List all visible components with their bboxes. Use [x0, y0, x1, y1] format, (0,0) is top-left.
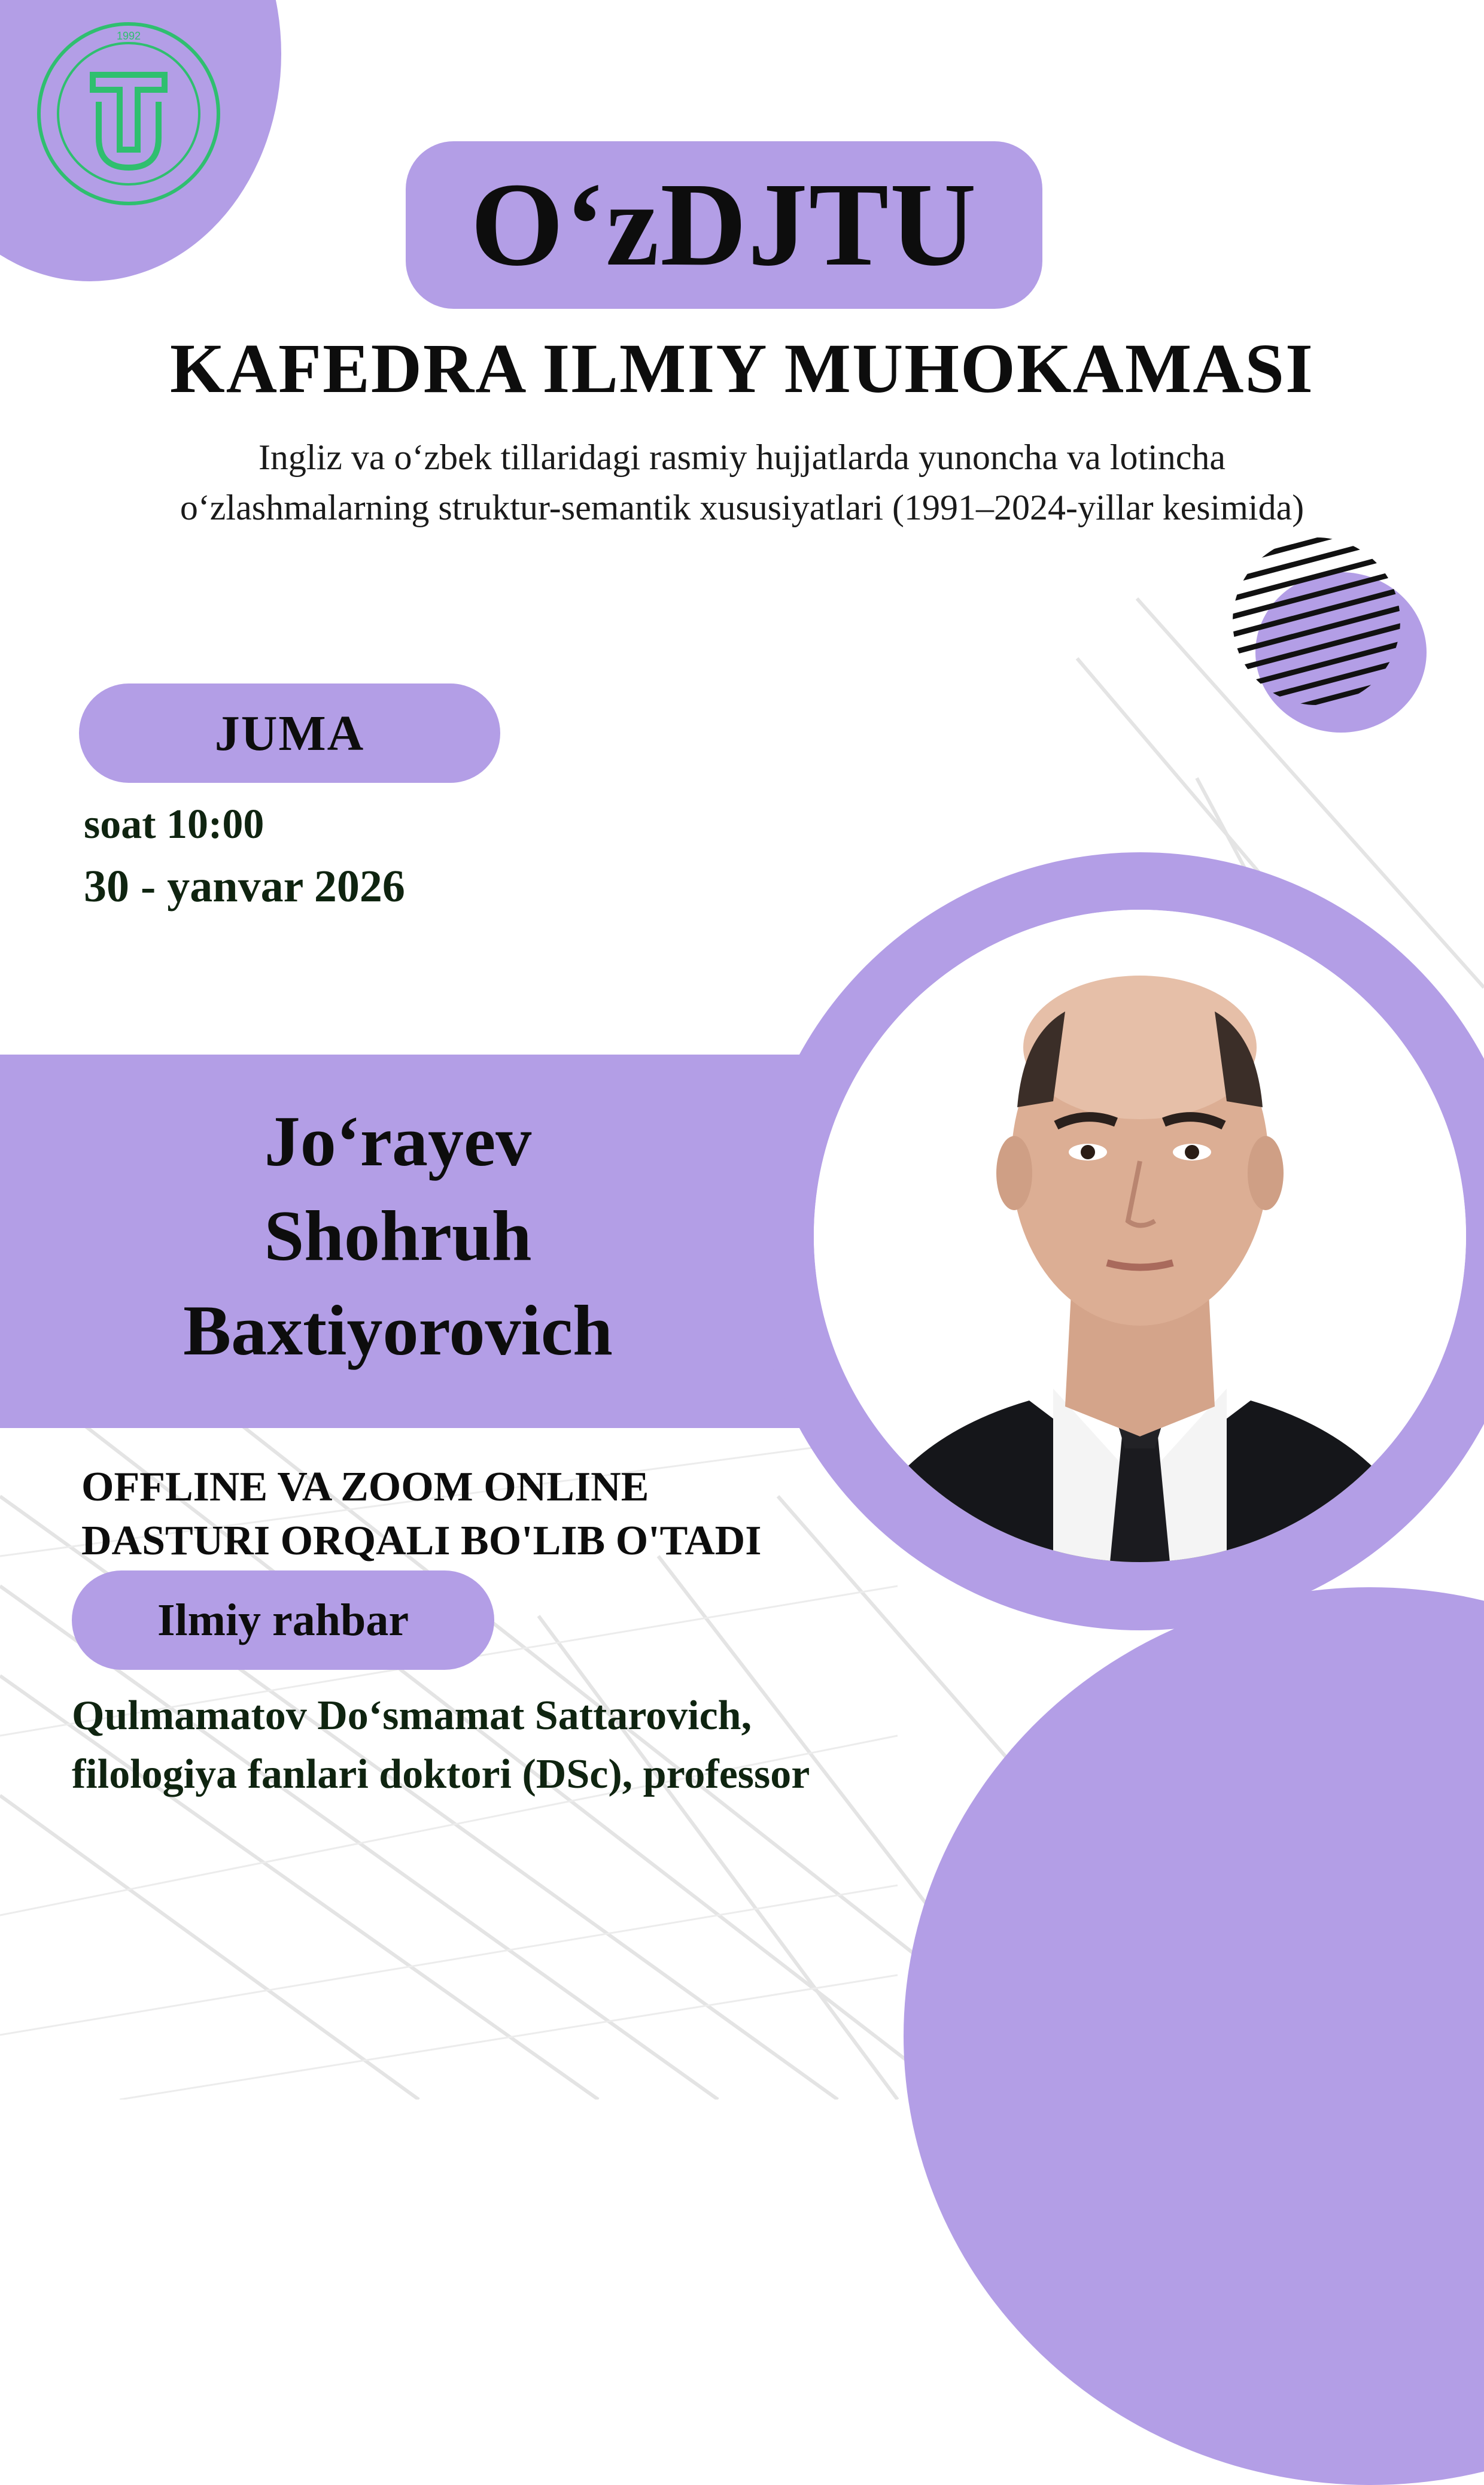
stripe-decoration: [1227, 531, 1406, 711]
research-topic-line-1: Ingliz va o‘zbek tillaridagi rasmiy hujjatlarda yunoncha va lotincha: [258, 438, 1226, 477]
speaker-photo: [814, 910, 1466, 1562]
research-topic-line-2: o‘zlashmalarning struktur-semantik xususiyatlari (1991–2024-yillar kesimida): [180, 488, 1304, 527]
supervisor-name: Qulmamatov Do‘smamat Sattarovich,: [72, 1693, 752, 1739]
speaker-name: [0, 1094, 796, 1378]
event-time: soat 10:00: [84, 801, 264, 847]
speaker-surname: Jo‘rayev: [264, 1101, 532, 1181]
logo-year: 1992: [116, 30, 141, 42]
title-pill: [406, 141, 1042, 309]
event-format-line-1: OFFLINE VA ZOOM ONLINE: [81, 1464, 649, 1510]
event-date: 30 - yanvar 2026: [84, 861, 405, 912]
day-pill: [79, 683, 500, 783]
supervisor-label-pill: [72, 1570, 494, 1670]
page-title: O‘zDJTU: [470, 159, 978, 291]
supervisor-info: [72, 1687, 810, 1804]
university-logo: [33, 18, 224, 209]
event-day: JUMA: [214, 705, 365, 761]
supervisor-title: filologiya fanlari doktori (DSc), professor: [72, 1751, 810, 1797]
supervisor-label: Ilmiy rahbar: [157, 1594, 409, 1645]
event-heading: KAFEDRA ILMIY MUHOKAMASI: [170, 329, 1314, 408]
event-format-line-2: DASTURI ORQALI BO'LIB O'TADI: [81, 1518, 762, 1564]
event-format: [81, 1460, 761, 1568]
research-topic: [36, 432, 1448, 533]
speaker-patronymic: Baxtiyorovich: [183, 1290, 613, 1370]
speaker-first-name: Shohruh: [264, 1196, 532, 1275]
portrait-illustration: [814, 910, 1466, 1562]
